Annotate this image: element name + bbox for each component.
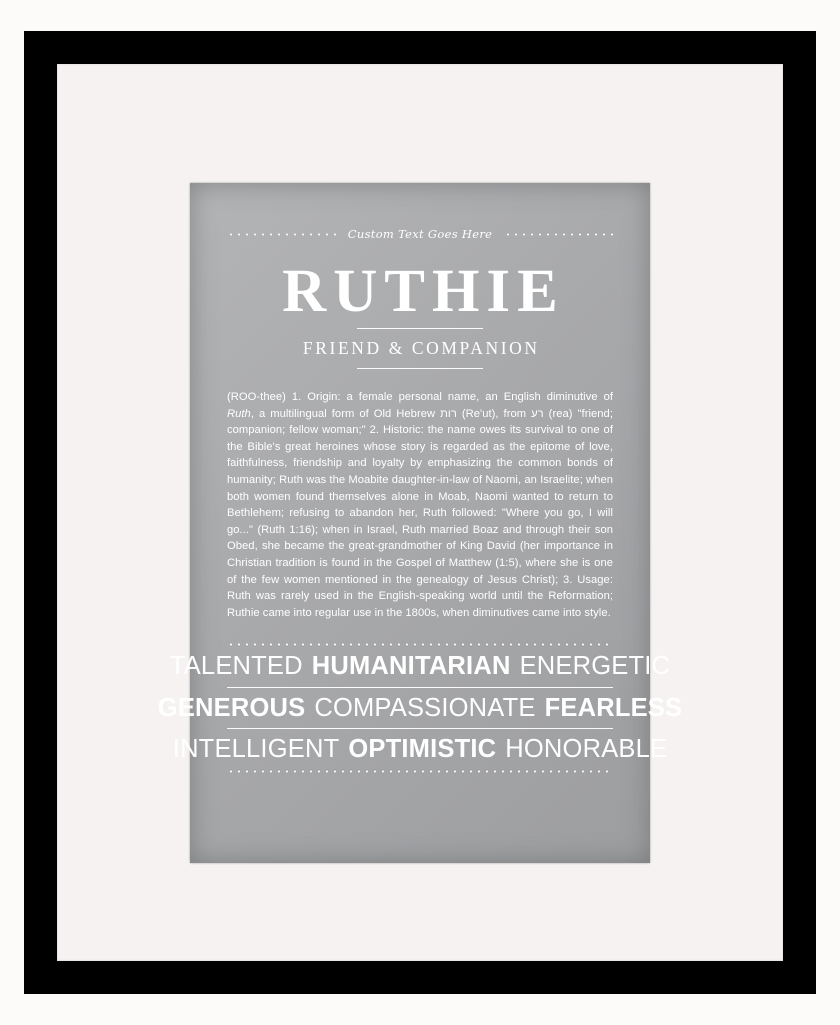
trait-intelligent: INTELLIGENT <box>172 735 340 764</box>
definition-part-1: (ROO-thee) 1. Origin: a female personal name, an English diminutive of <box>227 391 613 403</box>
custom-text-row <box>227 225 613 243</box>
rule-above-subtitle <box>357 328 483 329</box>
definition-italic-ruth: Ruth <box>227 407 251 420</box>
traits-rule-1 <box>227 687 613 688</box>
dotted-rule-right <box>504 233 613 236</box>
trait-generous: GENEROUS <box>157 693 306 722</box>
subtitle: FRIEND & COMPANION <box>302 338 540 358</box>
trait-energetic: ENERGETIC <box>519 652 671 681</box>
trait-talented: TALENTED <box>169 652 303 681</box>
trait-optimistic: OPTIMISTIC <box>348 735 497 764</box>
traits-row-2 <box>157 688 683 729</box>
traits-block <box>157 643 683 773</box>
definition-part-2: , a multilingual form of Old Hebrew רות (Re'ut), from רע (rea) "friend; companion; fellow woman;" 2. Historic: the name owes its survival to one of the Bible's great heroines whose story is regarded as the epitome of love, faithfulness, friendship and loyalty by emphasizing the common bonds of humanity; Ruth was the Moabite daughter-in-law of Naomi, an Israelite; when both women found themselves alone in Moab, Naomi wanted to return to Bethlehem; refusing to abandon her, Ruth followed: "Where you go, I will go..." (Ruth 1:16); when in Israel, Ruth married Boaz and through their son Obed, she became the great-grandmother of King David (her importance in Christian tradition is found in the Gospel of Matthew (1:5), where she is one of the few women mentioned in the genealogy of Jesus Christ); 3. Usage: Ruth was rarely used in the English-speaking world until the Reformation; Ruthie came into regular use in the 1800s, when diminutives came into style. <box>227 407 613 619</box>
picture-frame <box>24 31 816 994</box>
trait-humanitarian: HUMANITARIAN <box>311 652 511 681</box>
dotted-rule-left <box>227 233 336 236</box>
name-title: RUTHIE <box>282 258 565 325</box>
trait-fearless: FEARLESS <box>544 693 683 722</box>
traits-row-1 <box>169 646 671 687</box>
subtitle-block <box>227 328 613 369</box>
definition-text <box>227 389 613 621</box>
traits-dotted-rule-bottom <box>227 770 613 773</box>
rule-below-subtitle <box>357 368 483 369</box>
art-print <box>157 183 683 863</box>
traits-rule-2 <box>227 728 613 729</box>
trait-honorable: HONORABLE <box>505 735 668 764</box>
traits-row-3 <box>172 729 668 770</box>
custom-text: Custom Text Goes Here <box>347 227 493 241</box>
mat-board <box>57 64 783 961</box>
trait-compassionate: COMPASSIONATE <box>314 693 536 722</box>
